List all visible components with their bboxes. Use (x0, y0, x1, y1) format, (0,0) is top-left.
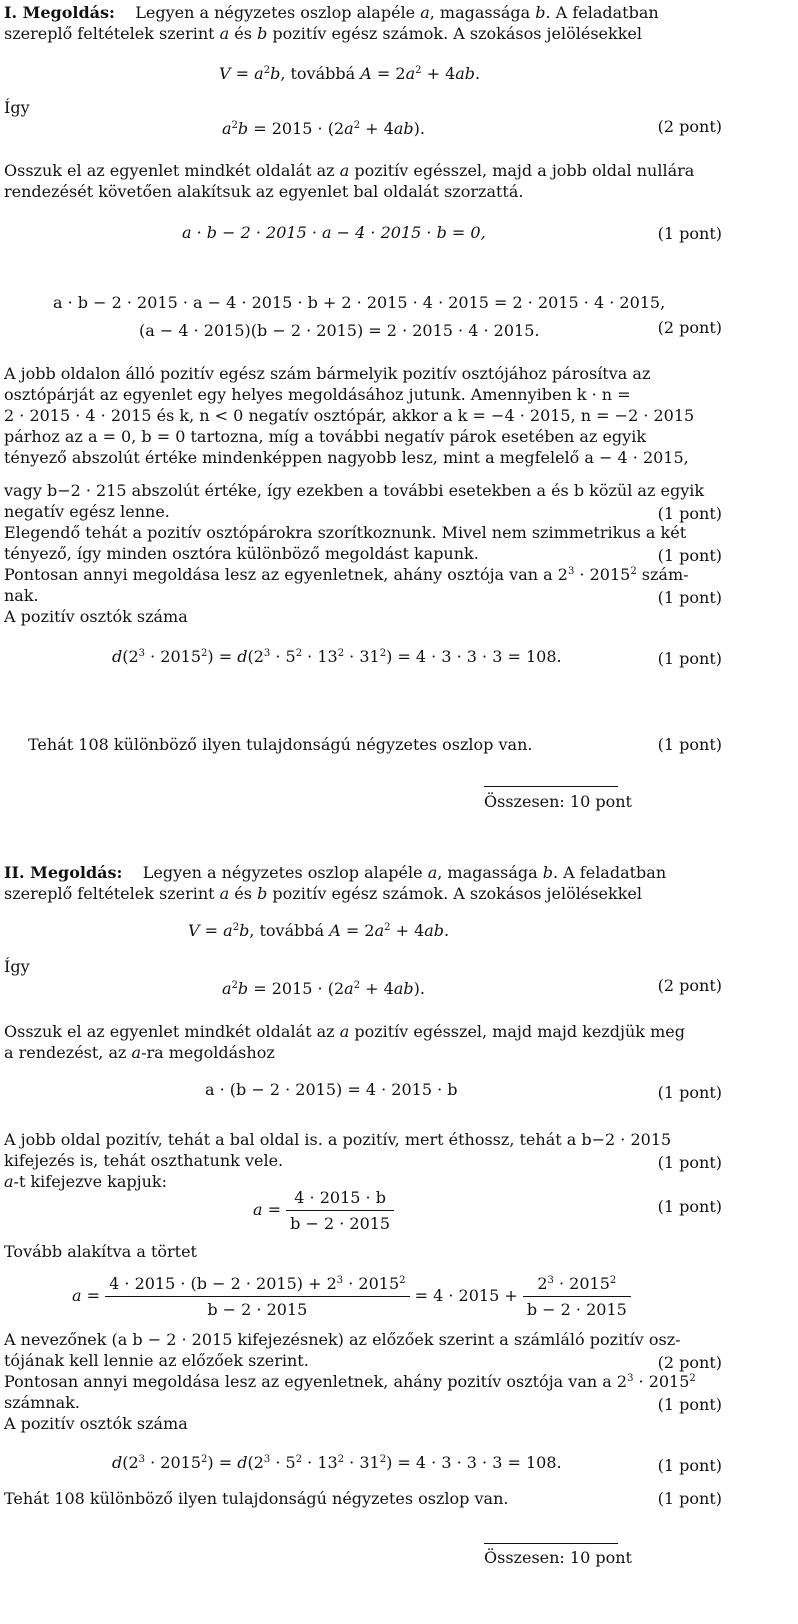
sol2-volume-area-equation: $V = a^2b$, továbbá $A = 2a^2 + 4ab$. (188, 921, 450, 940)
sol1-points-2: (1 pont) (657, 224, 722, 243)
sol2-nevezo-line1: A nevezőnek (a b − 2 · 2015 kifejezésnek) az előzőek szerint a számláló pozitív osz- (4, 1330, 681, 1349)
sol1-points-1: (2 pont) (657, 117, 722, 136)
sol1-jobb-line1: A jobb oldalon álló pozitív egész szám bármelyik pozitív osztójához párosítva az (4, 364, 651, 383)
sol2-points-4: (1 pont) (657, 1197, 722, 1216)
sol2-divisor-count: $d(2^3 \cdot 2015^2) = d(2^3 \cdot 5^2 \cdot 13^2 \cdot 31^2) = 4 \cdot 3 \cdot 3 \cdot 3 = 108$. (112, 1453, 562, 1472)
sol1-points-5: (1 pont) (657, 546, 722, 565)
sol1-jobb-line4: párhoz az a = 0, b = 0 tartozna, míg a további negatív párok esetében az egyik (4, 427, 647, 446)
sol2-jobb-line1: A jobb oldal pozitív, tehát a bal oldal is. a pozitív, mert éthossz, tehát a b−2 · 2015 (4, 1130, 672, 1149)
sol1-total-rule (484, 786, 618, 787)
sol2-points-7: (1 pont) (657, 1456, 722, 1475)
sol2-osszuk-line2: a rendezést, az a-ra megoldáshoz (4, 1043, 275, 1062)
sol2-pozitiv-osztok: A pozitív osztók száma (4, 1414, 188, 1433)
sol2-points-1: (2 pont) (657, 976, 722, 995)
sol2-points-3: (1 pont) (657, 1153, 722, 1172)
sol1-volume-area-equation: $V = a^2b$, továbbá $A = 2a^2 + 4ab$. (219, 64, 481, 83)
sol1-elegendo-line1: Elegendő tehát a pozitív osztópárokra szorítkoznunk. Mivel nem szimmetrikus a két (4, 523, 687, 542)
sol1-equation-3: (a − 4 · 2015)(b − 2 · 2015) = 2 · 2015 · 4 · 2015. (139, 321, 540, 340)
sol2-heading: II. Megoldás: (4, 863, 123, 882)
sol1-osszuk-line1: Osszuk el az egyenlet mindkét oldalát az a pozitív egésszel, majd a jobb oldal nullára (4, 161, 695, 180)
sol1-line2: szereplő feltételek szerint a és b pozitív egész számok. A szokásos jelölésekkel (4, 24, 642, 43)
sol2-osszuk-line1: Osszuk el az egyenlet mindkét oldalát az a pozitív egésszel, majd majd kezdjük meg (4, 1022, 685, 1041)
sol1-divisor-count: $d(2^3 \cdot 2015^2) = d(2^3 \cdot 5^2 \cdot 13^2 \cdot 31^2) = 4 \cdot 3 \cdot 3 \cdot 3 = 108$. (112, 647, 562, 666)
sol2-total-rule (484, 1543, 618, 1544)
sol1-conclusion: Tehát 108 különböző ilyen tulajdonságú négyzetes oszlop van. (28, 735, 533, 754)
sol2-main-equation: $a^2b = 2015 \cdot (2a^2 + 4ab)$. (222, 979, 425, 998)
sol2-line1: II. Megoldás: Legyen a négyzetes oszlop alapéle a, magassága b. A feladatban (4, 863, 667, 882)
sol2-points-2: (1 pont) (657, 1083, 722, 1102)
sol1-jobb-line3: 2 · 2015 · 4 · 2015 és k, n < 0 negatív osztópár, akkor a k = −4 · 2015, n = −2 · 2015 (4, 406, 695, 425)
sol2-fraction-a: a = $\frac{4 \cdot 2015 \cdot b}{b - 2 \cdot 2015}$ (253, 1187, 394, 1234)
sol1-pontosan-line2: nak. (4, 586, 39, 605)
sol2-line2: szereplő feltételek szerint a és b pozitív egész számok. A szokásos jelölésekkel (4, 884, 642, 903)
sol1-vagy-line1: vagy b−2 · 215 abszolút értéke, így ezekben a további esetekben a és b közül az egyik (4, 481, 705, 500)
sol2-tovabb: Tovább alakítva a törtet (4, 1242, 197, 1261)
sol2-at-kifejezve: a-t kifejezve kapjuk: (4, 1172, 167, 1191)
sol1-points-7: (1 pont) (657, 649, 722, 668)
sol2-pontosan-line2: számnak. (4, 1393, 80, 1412)
sol1-points-3: (2 pont) (657, 318, 722, 337)
sol2-points-6: (1 pont) (657, 1395, 722, 1414)
sol1-jobb-line2: osztópárját az egyenlet egy helyes megoldásához jutunk. Amennyiben k · n = (4, 385, 631, 404)
sol1-main-equation: $a^2b = 2015 \cdot (2a^2 + 4ab)$. (222, 119, 425, 138)
sol1-pontosan-line1: Pontosan annyi megoldása lesz az egyenletnek, ahány osztója van a $2^3 \cdot 2015^2$ szám- (4, 565, 689, 584)
sol2-points-8: (1 pont) (657, 1489, 722, 1508)
sol2-fraction-expanded: a = $\frac{4 \cdot 2015 \cdot (b - 2 \cdot 2015) + 2^3 \cdot 2015^2}{b - 2 \cdot 2015}$ = 4 · 2015 + $\frac{2^3 \cdot 2015^2}{b - 2 \cdot 2015}$ (72, 1273, 631, 1320)
sol2-pontosan-line1: Pontosan annyi megoldása lesz az egyenletnek, ahány pozitív osztója van a $2^3 \cdot 2015^2$ (4, 1372, 696, 1391)
sol1-line1: I. Megoldás: Legyen a négyzetes oszlop alapéle a, magassága b. A feladatban (4, 3, 659, 22)
sol2-equation-1: a · (b − 2 · 2015) = 4 · 2015 · b (205, 1080, 458, 1099)
sol1-total: Összesen: 10 pont (484, 792, 632, 811)
sol1-points-8: (1 pont) (657, 735, 722, 754)
sol1-heading: I. Megoldás: (4, 3, 115, 22)
sol1-osszuk-line2: rendezését követően alakítsuk az egyenlet bal oldalát szorzattá. (4, 182, 524, 201)
sol2-nevezo-line2: tójának kell lennie az előzőek szerint. (4, 1351, 309, 1370)
sol2-conclusion: Tehát 108 különböző ilyen tulajdonságú négyzetes oszlop van. (4, 1489, 509, 1508)
sol1-vagy-line2: negatív egész lenne. (4, 502, 170, 521)
sol2-igy: Így (4, 957, 30, 976)
sol1-equation-2: a · b − 2 · 2015 · a − 4 · 2015 · b + 2 · 2015 · 4 · 2015 = 2 · 2015 · 4 · 2015, (53, 293, 666, 312)
sol2-points-5: (2 pont) (657, 1353, 722, 1372)
sol1-pozitiv-osztok: A pozitív osztók száma (4, 607, 188, 626)
sol1-igy: Így (4, 98, 30, 117)
sol1-points-4: (1 pont) (657, 504, 722, 523)
sol1-equation-1: a · b − 2 · 2015 · a − 4 · 2015 · b = 0, (182, 223, 486, 242)
sol2-total: Összesen: 10 pont (484, 1548, 632, 1567)
sol1-jobb-line5: tényező abszolút értéke mindenképpen nagyobb lesz, mint a megfelelő a − 4 · 2015, (4, 448, 689, 467)
sol2-jobb-line2: kifejezés is, tehát oszthatunk vele. (4, 1151, 284, 1170)
sol1-elegendo-line2: tényező, így minden osztóra különböző megoldást kapunk. (4, 544, 479, 563)
sol1-points-6: (1 pont) (657, 588, 722, 607)
